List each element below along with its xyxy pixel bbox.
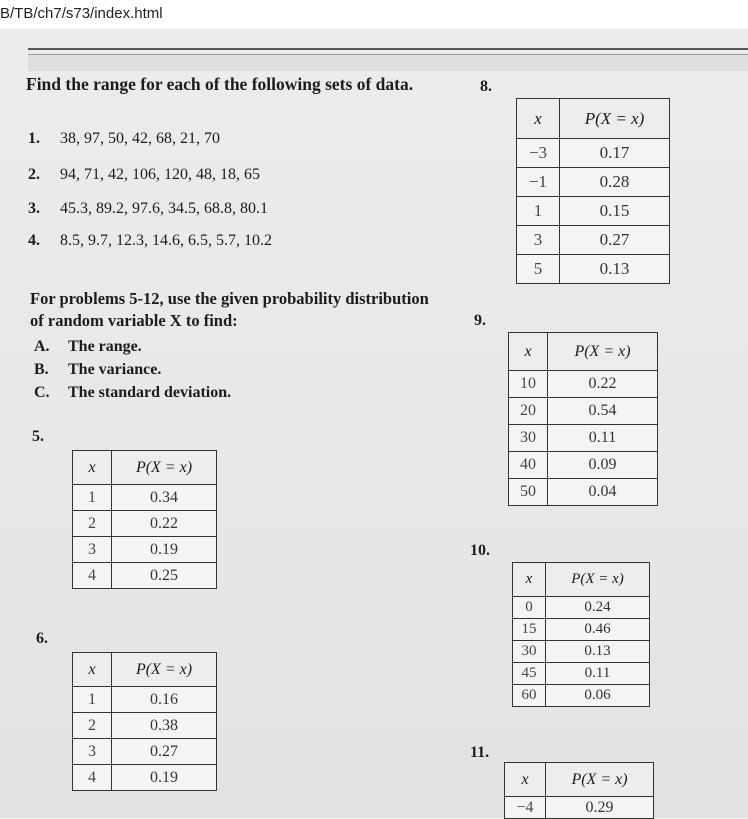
p-value: 0.04 [548, 479, 658, 506]
table-problem-9 [508, 332, 658, 506]
problem-10-number: 10. [470, 542, 490, 559]
problem-9-number: 9. [474, 312, 486, 329]
problem-number: 4. [28, 232, 40, 249]
x-value: 30 [513, 641, 546, 663]
p-value: 0.28 [560, 168, 670, 197]
p-header: P(X = x) [112, 653, 217, 687]
x-value: −1 [517, 168, 560, 197]
problem-6-number: 6. [36, 630, 48, 647]
x-value: 2 [73, 511, 112, 537]
p-value: 0.25 [112, 563, 217, 589]
x-value: 30 [509, 425, 548, 452]
table-problem-11 [504, 762, 654, 819]
x-header: x [73, 653, 112, 687]
p-value: 0.09 [548, 452, 658, 479]
x-value: 10 [509, 371, 548, 398]
problem-data: 8.5, 9.7, 12.3, 14.6, 6.5, 5.7, 10.2 [60, 232, 272, 249]
p-value: 0.22 [112, 511, 217, 537]
x-header: x [505, 763, 546, 797]
p-header: P(X = x) [546, 763, 654, 797]
page-header-strip [28, 54, 748, 71]
p-value: 0.27 [560, 226, 670, 255]
x-value: 1 [73, 485, 112, 511]
problem-data: 38, 97, 50, 42, 68, 21, 70 [60, 130, 220, 147]
problem-2 [28, 166, 260, 184]
problem-8-number: 8. [480, 78, 492, 95]
p-value: 0.16 [112, 687, 217, 713]
p-value: 0.24 [546, 597, 650, 619]
table-problem-10 [512, 562, 650, 707]
section1-title: Find the range for each of the following sets of data. [26, 74, 414, 94]
p-value: 0.22 [548, 371, 658, 398]
table-problem-5 [72, 450, 217, 589]
table-problem-6 [72, 652, 217, 791]
option-text: The range. [68, 338, 142, 355]
x-value: 50 [509, 479, 548, 506]
problem-4 [28, 232, 272, 250]
option-letter: C. [34, 384, 50, 401]
p-value: 0.17 [560, 139, 670, 168]
x-value: −3 [517, 139, 560, 168]
p-value: 0.11 [546, 663, 650, 685]
x-value: 0 [513, 597, 546, 619]
problem-11-number: 11. [470, 744, 490, 761]
x-value: −4 [505, 797, 546, 819]
table-problem-8 [516, 98, 670, 284]
x-value: 60 [513, 685, 546, 707]
x-value: 20 [509, 398, 548, 425]
x-value: 1 [517, 197, 560, 226]
x-value: 2 [73, 713, 112, 739]
p-value: 0.13 [546, 641, 650, 663]
url-text: B/TB/ch7/s73/index.html [0, 5, 163, 22]
p-value: 0.06 [546, 685, 650, 707]
x-value: 5 [517, 255, 560, 284]
section2-instructions: For problems 5-12, use the given probability distribution of random variable X to find: [30, 289, 429, 330]
problem-number: 1. [28, 130, 40, 147]
x-value: 3 [73, 537, 112, 563]
p-value: 0.46 [546, 619, 650, 641]
p-value: 0.13 [560, 255, 670, 284]
p-value: 0.19 [112, 537, 217, 563]
option-letter: A. [34, 338, 50, 355]
option-c [34, 384, 231, 402]
option-text: The variance. [68, 361, 162, 378]
page-rule [28, 48, 748, 50]
option-b [34, 361, 161, 379]
x-header: x [513, 563, 546, 597]
option-letter: B. [34, 361, 49, 378]
p-value: 0.34 [112, 485, 217, 511]
x-value: 40 [509, 452, 548, 479]
p-value: 0.29 [546, 797, 654, 819]
browser-url-bar[interactable] [0, 0, 748, 28]
x-value: 4 [73, 765, 112, 791]
p-header: P(X = x) [112, 451, 217, 485]
p-header: P(X = x) [560, 99, 670, 139]
x-value: 3 [517, 226, 560, 255]
p-value: 0.38 [112, 713, 217, 739]
p-value: 0.11 [548, 425, 658, 452]
problem-number: 2. [28, 166, 40, 183]
x-value: 4 [73, 563, 112, 589]
x-value: 15 [513, 619, 546, 641]
problem-data: 45.3, 89.2, 97.6, 34.5, 68.8, 80.1 [60, 200, 268, 217]
p-value: 0.15 [560, 197, 670, 226]
x-value: 45 [513, 663, 546, 685]
x-value: 1 [73, 687, 112, 713]
p-value: 0.19 [112, 765, 217, 791]
problem-5-number: 5. [32, 428, 44, 445]
x-header: x [73, 451, 112, 485]
x-value: 3 [73, 739, 112, 765]
option-text: The standard deviation. [68, 384, 232, 401]
problem-number: 3. [28, 200, 40, 217]
p-value: 0.27 [112, 739, 217, 765]
p-value: 0.54 [548, 398, 658, 425]
problem-3 [28, 200, 268, 218]
p-header: P(X = x) [546, 563, 650, 597]
x-header: x [509, 333, 548, 371]
x-header: x [517, 99, 560, 139]
problem-1 [28, 130, 220, 148]
option-a [34, 338, 142, 356]
p-header: P(X = x) [548, 333, 658, 371]
problem-data: 94, 71, 42, 106, 120, 48, 18, 65 [60, 166, 260, 183]
